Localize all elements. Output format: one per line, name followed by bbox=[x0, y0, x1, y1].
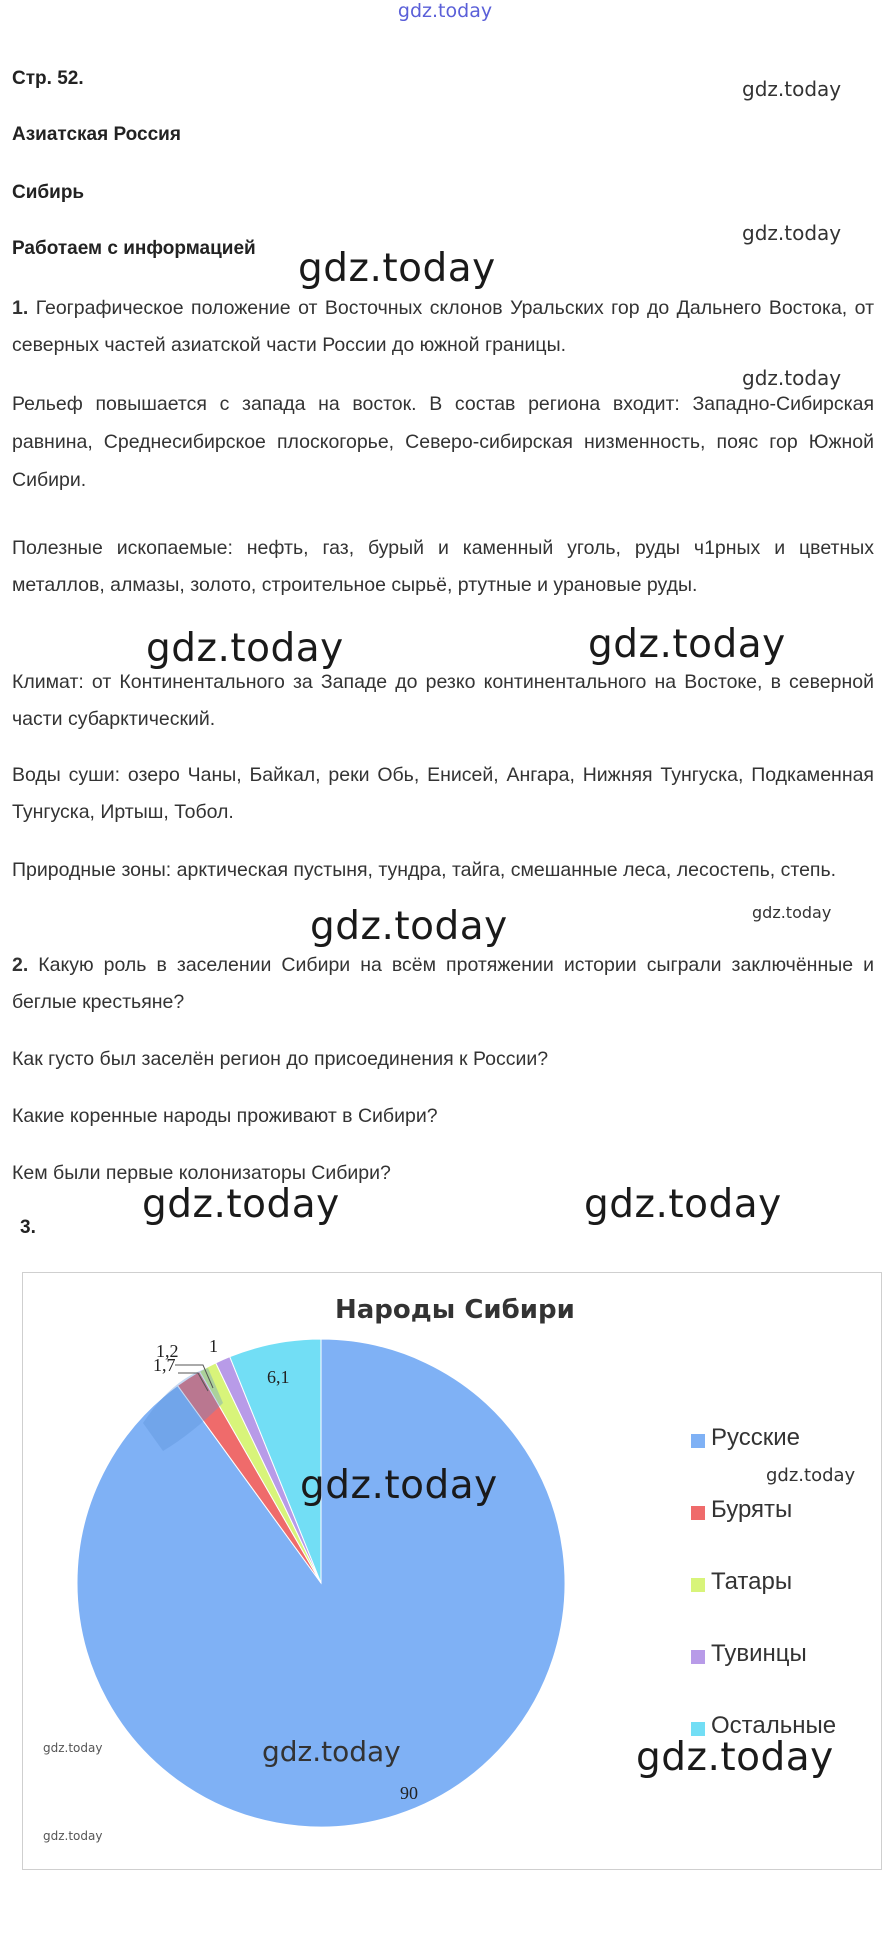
task2-question1-text: Какую роль в заселении Сибири на всём протяжении истории сыграли заключённые и беглые крестьяне? bbox=[12, 954, 874, 1013]
task3-number: 3. bbox=[20, 1217, 36, 1238]
page-label: Стр. 52. bbox=[12, 68, 84, 89]
legend-label: Буряты bbox=[711, 1496, 793, 1523]
watermark-text: gdz.today bbox=[636, 1735, 834, 1780]
label-others: 6,1 bbox=[267, 1367, 290, 1387]
work-title: Работаем с информацией bbox=[12, 238, 256, 259]
task1-minerals: Полезные ископаемые: нефть, газ, бурый и каменный уголь, руды ч1рных и цветных металлов, алмазы, золото, строительное сырьё, ртутные и урановые руды. bbox=[12, 537, 874, 596]
label-buryats: 1,7 bbox=[153, 1355, 176, 1375]
task2-question3: Какие коренные народы проживают в Сибири? bbox=[12, 1105, 438, 1127]
legend-label: Русские bbox=[711, 1424, 800, 1451]
watermark-text: gdz.today bbox=[298, 246, 496, 291]
chart-title: Народы Сибири bbox=[335, 1295, 575, 1325]
task1-number: 1. bbox=[12, 297, 29, 319]
header-watermark: gdz.today bbox=[397, 0, 493, 22]
legend-swatch bbox=[691, 1506, 705, 1520]
pie-chart bbox=[22, 1272, 882, 1870]
label-tatars: 1,2 bbox=[156, 1341, 179, 1361]
label-russians: 90 bbox=[400, 1783, 418, 1803]
watermark-text: gdz.today bbox=[142, 1182, 340, 1227]
task1-climate: Климат: от Континентального за Западе до резко континентального на Востоке, в северной части субарктический. bbox=[12, 671, 874, 730]
watermark-text: gdz.today bbox=[742, 221, 842, 245]
legend-swatch bbox=[691, 1650, 705, 1664]
watermark-text: gdz.today bbox=[588, 622, 786, 667]
watermark-text: gdz.today bbox=[584, 1182, 782, 1227]
legend-label: Тувинцы bbox=[711, 1640, 807, 1667]
watermark-text: gdz.today bbox=[300, 1463, 498, 1508]
task2-question1 bbox=[12, 947, 874, 1021]
task1-waters: Воды суши: озеро Чаны, Байкал, реки Обь, Енисей, Ангара, Нижняя Тунгуска, Подкаменная Тунгуска, Иртыш, Тобол. bbox=[12, 764, 874, 823]
legend-swatch bbox=[691, 1578, 705, 1592]
task2-question4: Кем были первые колонизаторы Сибири? bbox=[12, 1162, 391, 1184]
legend-swatch bbox=[691, 1434, 705, 1448]
watermark-text: gdz.today bbox=[766, 1465, 856, 1486]
watermark-text: gdz.today bbox=[43, 1741, 103, 1755]
task1-geography-text: Географическое положение от Восточных склонов Уральских гор до Дальнего Востока, от северных частей азиатской части России до южной границы. bbox=[12, 297, 875, 356]
legend-label: Татары bbox=[711, 1568, 793, 1595]
section-title: Азиатская Россия bbox=[12, 124, 181, 145]
subsection-title: Сибирь bbox=[12, 182, 85, 203]
label-tuvans: 1 bbox=[209, 1336, 218, 1356]
watermark-text: gdz.today bbox=[742, 366, 842, 390]
task1-zones: Природные зоны: арктическая пустыня, тундра, тайга, смешанные леса, лесостепь, степь. bbox=[12, 859, 837, 881]
watermark-text: gdz.today bbox=[43, 1829, 103, 1843]
task1-relief: Рельеф повышается с запада на восток. В состав региона входит: Западно-Сибирская равнина, Среднесибирское плоскогорье, Северо-сибирская низменность, пояс гор Южной Сибири. bbox=[12, 393, 874, 491]
task1-geography bbox=[12, 290, 874, 364]
watermark-text: gdz.today bbox=[310, 904, 508, 949]
task2-question2: Как густо был заселён регион до присоединения к России? bbox=[12, 1048, 549, 1070]
legend-label: Остальные bbox=[711, 1712, 837, 1739]
watermark-text: gdz.today bbox=[262, 1735, 401, 1768]
watermark-text: gdz.today bbox=[742, 77, 842, 101]
watermark-text: gdz.today bbox=[146, 626, 344, 671]
legend-swatch bbox=[691, 1722, 705, 1736]
task2-number: 2. bbox=[12, 954, 29, 976]
watermark-text: gdz.today bbox=[752, 903, 832, 922]
